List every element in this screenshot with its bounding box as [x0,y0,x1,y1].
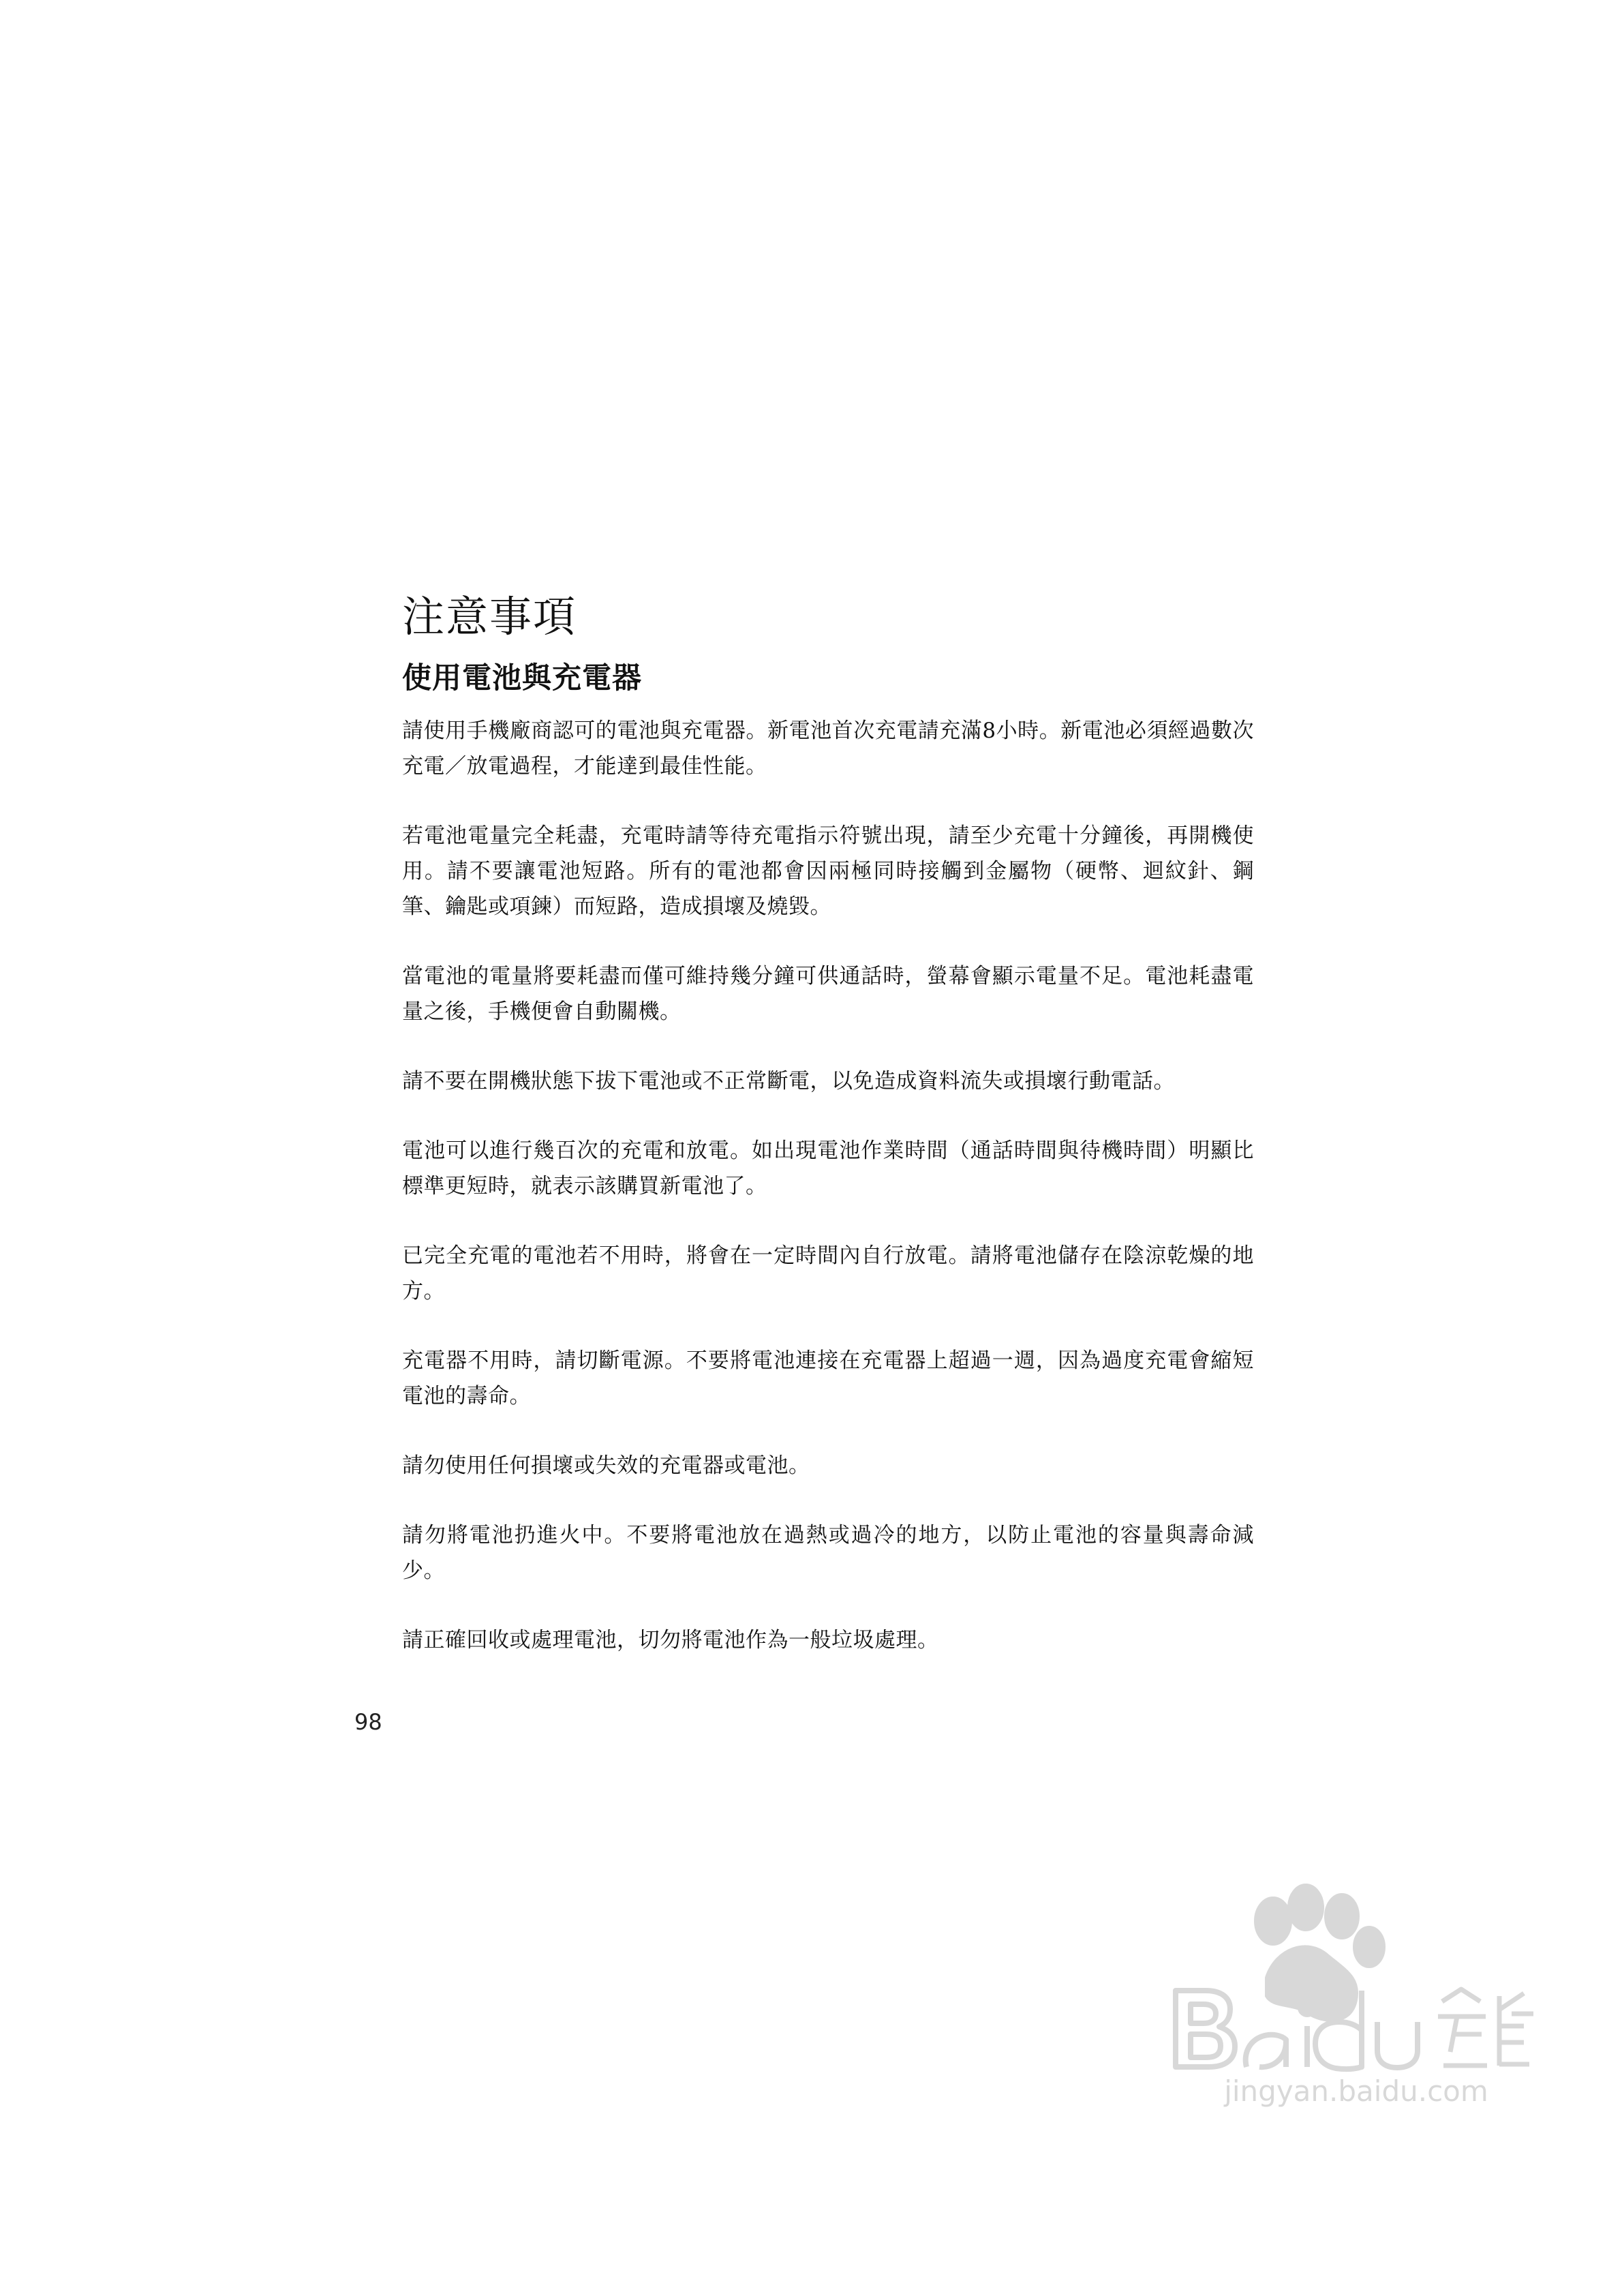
watermark-url: jingyan.baidu.com [1224,2074,1488,2108]
paragraph-damaged-battery: 請勿使用任何損壞或失效的充電器或電池。 [402,1453,810,1478]
paragraph-remove-battery: 請不要在開機狀態下拔下電池或不正常斷電，以免造成資料流失或損壞行動電話。 [402,1069,1175,1093]
paragraph-battery-life: 電池可以進行幾百次的充電和放電。如出現電池作業時間（通話時間與待機時間）明顯比標準更短時，就表示該購買新電池了。 [402,1138,1254,1198]
jingyan-text [1438,1989,1533,2066]
section-title: 注意事項 [402,592,577,641]
paragraph-charger-unused: 充電器不用時，請切斷電源。不要將電池連接在充電器上超過一週，因為過度充電會縮短電池的壽命。 [402,1348,1254,1408]
subsection-title: 使用電池與充電器 [402,661,642,695]
paragraph-recycling: 請正確回收或處理電池，切勿將電池作為一般垃圾處理。 [402,1628,939,1652]
page-number: 98 [354,1709,382,1735]
baidu-watermark [1152,1868,1561,2113]
paragraph-battery-depleted: 若電池電量完全耗盡，充電時請等待充電指示符號出現，請至少充電十分鐘後，再開機使用。請不要讓電池短路。所有的電池都會因兩極同時接觸到金屬物（硬幣、迴紋針、鋼筆、鑰匙或項鍊）而短路，造成損壞及燒毀。 [402,824,1254,919]
paragraph-low-battery: 當電池的電量將要耗盡而僅可維持幾分鐘可供通話時，螢幕會顯示電量不足。電池耗盡電量之後，手機便會自動關機。 [402,964,1254,1024]
paragraph-self-discharge: 已完全充電的電池若不用時，將會在一定時間內自行放電。請將電池儲存在陰涼乾燥的地方。 [402,1243,1254,1303]
paw-icon [1255,1885,1384,2021]
page-content [402,586,1254,1692]
paragraph-battery-charger: 請使用手機廠商認可的電池與充電器。新電池首次充電請充滿8小時。新電池必須經過數次充電／放電過程，才能達到最佳性能。 [402,719,1254,779]
paragraph-fire-warning: 請勿將電池扔進火中。不要將電池放在過熱或過冷的地方，以防止電池的容量與壽命減少。 [402,1523,1254,1583]
